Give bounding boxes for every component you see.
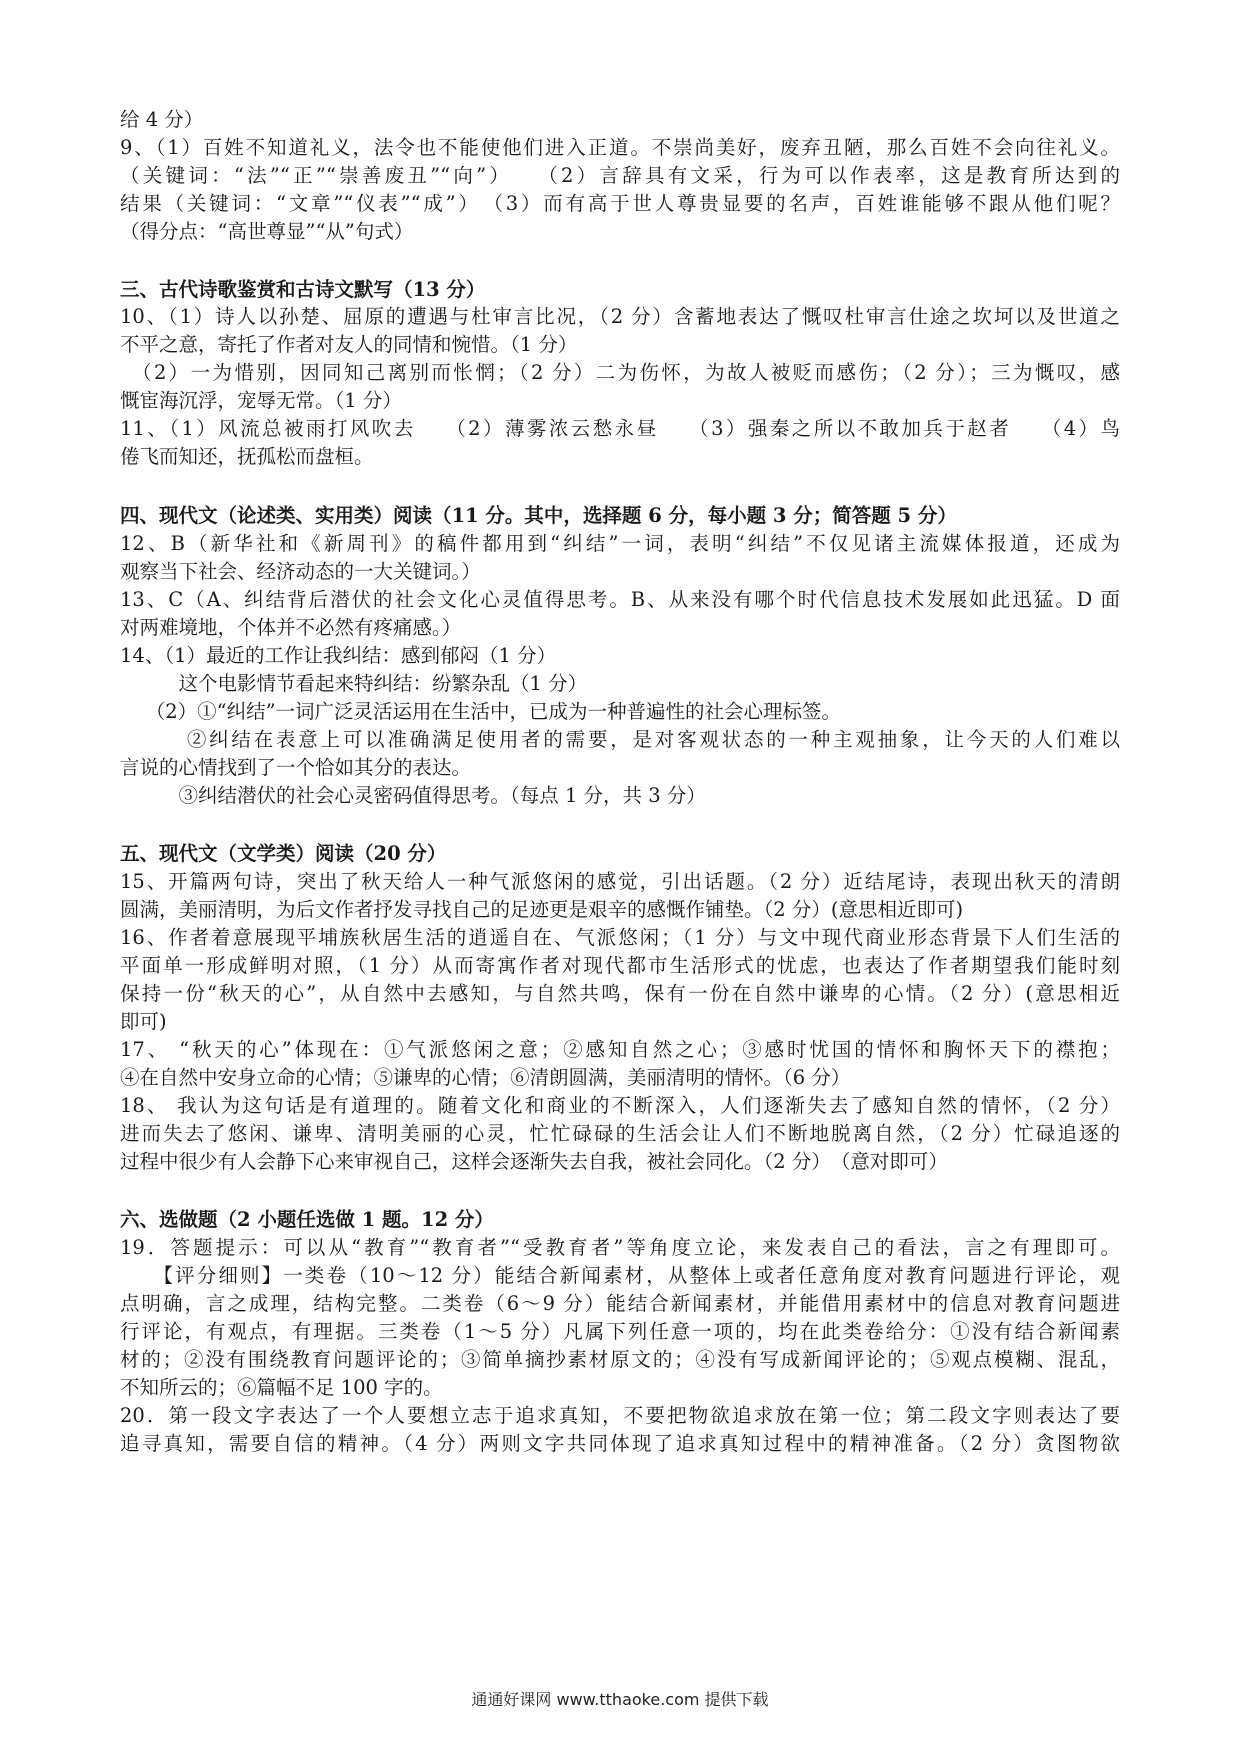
text-line: 14、（1）最近的工作让我纠结：感到郁闷（1 分） [120, 644, 557, 667]
text-line: 圆满，美丽清明，为后文作者抒发寻找自己的足迹更是艰辛的感慨作铺垫。（2 分）(意思相近即可) [120, 898, 964, 921]
text-line: 【评分细则】一类卷（10～12 分）能结合新闻素材，从整体上或者任意角度对教育问题进行评论，观 [120, 1264, 1120, 1287]
text-line: 20．第一段文字表达了一个人要想立志于追求真知，不要把物欲追求放在第一位；第二段文字则表达了要 [120, 1404, 1120, 1427]
text-line: 12、B（新华社和《新周刊》的稿件都用到“纠结”一词，表明“纠结”不仅见诸主流媒体报道，还成为 [120, 532, 1120, 555]
text-line: 13、C（A、纠结背后潜伏的社会文化心灵值得思考。B、从来没有哪个时代信息技术发展如此迅猛。D 面 [120, 588, 1120, 611]
text-line: 19．答题提示：可以从“教育”“教育者”“受教育者”等角度立论，来发表自己的看法，言之有理即可。 [120, 1236, 1120, 1259]
text-line: （2）①“纠结”一词广泛灵活运用在生活中，已成为一种普遍性的社会心理标签。 [120, 700, 842, 723]
text-line: ④在自然中安身立命的心情；⑤谦卑的心情；⑥清朗圆满，美丽清明的情怀。（6 分） [120, 1066, 851, 1089]
text-line: ②纠结在表意上可以准确满足使用者的需要，是对客观状态的一种主观抽象，让今天的人们难以 [120, 728, 1120, 751]
text-line: 15、开篇两句诗，突出了秋天给人一种气派悠闲的感觉，引出话题。（2 分）近结尾诗，表现出秋天的清朗 [120, 870, 1120, 893]
text-line: 观察当下社会、经济动态的一大关键词。） [120, 560, 481, 583]
page-footer: 通通好课网 www.tthaoke.com 提供下载 [471, 1690, 769, 1709]
text-line: 不知所云的；⑥篇幅不足 100 字的。 [120, 1376, 443, 1399]
text-line: 16、作者着意展现平埔族秋居生活的逍遥自在、气派悠闲；（1 分）与文中现代商业形态背景下人们生活的 [120, 926, 1120, 949]
text-line: 对两难境地，个体并不必然有疼痛感。） [120, 616, 462, 639]
section-heading: 五、现代文（文学类）阅读（20 分） [120, 842, 447, 865]
text-line: （得分点：“高世尊显”“从”句式） [120, 220, 414, 243]
text-line: 10、（1）诗人以孙楚、屈原的遭遇与杜审言比况，（2 分）含蓄地表达了慨叹杜审言仕途之坎坷以及世道之 [120, 305, 1120, 328]
text-line: 点明确，言之成理，结构完整。二类卷（6～9 分）能结合新闻素材，并能借用素材中的信息对教育问题进 [120, 1292, 1120, 1315]
text-line: 结果（关键词：“文章”“仪表”“成”） （3）而有高于世人尊贵显要的名声，百姓谁能够不跟从他们呢？ [120, 192, 1120, 215]
text-line: 过程中很少有人会静下心来审视自己，这样会逐渐失去自我，被社会同化。（2 分） （意对即可） [120, 1150, 948, 1173]
section-heading: 六、选做题（2 小题任选做 1 题。12 分） [120, 1208, 494, 1231]
text-line: 9、（1）百姓不知道礼义，法令也不能使他们进入正道。不崇尚美好，废弃丑陋，那么百姓不会向往礼义。 [120, 136, 1120, 159]
text-line: 进而失去了悠闲、谦卑、清明美丽的心灵，忙忙碌碌的生活会让人们不断地脱离自然，（2 分）忙碌追逐的 [120, 1122, 1120, 1145]
text-line: 材的；②没有围绕教育问题评论的；③简单摘抄素材原文的；④没有写成新闻评论的；⑤观点模糊、混乱， [120, 1348, 1120, 1371]
text-line: 即可) [120, 1010, 167, 1033]
text-line: 18、 我认为这句话是有道理的。随着文化和商业的不断深入，人们逐渐失去了感知自然的情怀，（2 分） [120, 1094, 1120, 1117]
text-line: 平面单一形成鲜明对照，（1 分）从而寄寓作者对现代都市生活形式的忧虑，也表达了作者期望我们能时刻 [120, 954, 1120, 977]
text-line: 倦飞而知还，抚孤松而盘桓。 [120, 445, 374, 468]
section-heading: 四、现代文（论述类、实用类）阅读（11 分。其中，选择题 6 分，每小题 3 分；简答题 5 分） [120, 504, 957, 527]
text-line: 保持一份“秋天的心”，从自然中去感知，与自然共鸣，保有一份在自然中谦卑的心情。（2 分）(意思相近 [120, 982, 1120, 1005]
text-line: 言说的心情找到了一个恰如其分的表达。 [120, 756, 472, 779]
text-line: 慨宦海沉浮，宠辱无常。（1 分） [120, 389, 402, 412]
text-line: 这个电影情节看起来特纠结：纷繁杂乱（1 分） [120, 672, 588, 695]
text-line: 给 4 分） [120, 108, 204, 131]
text-line: （2）一为惜别，因同知己离别而怅惘；（2 分）二为伤怀，为故人被贬而感伤；（2 分）；三为慨叹，感 [120, 361, 1120, 384]
section-heading: 三、古代诗歌鉴赏和古诗文默写（13 分） [120, 278, 486, 301]
text-line: 不平之意，寄托了作者对友人的同情和惋惜。（1 分） [120, 333, 578, 356]
text-line: （关键词：“法”“正”“崇善废丑”“向”） （2）言辞具有文采，行为可以作表率，这是教育所达到的 [120, 164, 1120, 187]
text-line: 17、 “秋天的心”体现在：①气派悠闲之意；②感知自然之心；③感时忧国的情怀和胸怀天下的襟抱； [120, 1038, 1120, 1061]
text-line: 11、（1）风流总被雨打风吹去 （2）薄雾浓云愁永昼 （3）强秦之所以不敢加兵于赵者 （4）鸟 [120, 417, 1120, 440]
text-line: ③纠结潜伏的社会心灵密码值得思考。（每点 1 分，共 3 分） [120, 784, 706, 807]
text-line: 行评论，有观点，有理据。三类卷（1～5 分）凡属下列任意一项的，均在此类卷给分：①没有结合新闻素 [120, 1320, 1120, 1343]
text-line: 追寻真知，需要自信的精神。（4 分）两则文字共同体现了追求真知过程中的精神准备。（2 分）贪图物欲 [120, 1432, 1120, 1455]
